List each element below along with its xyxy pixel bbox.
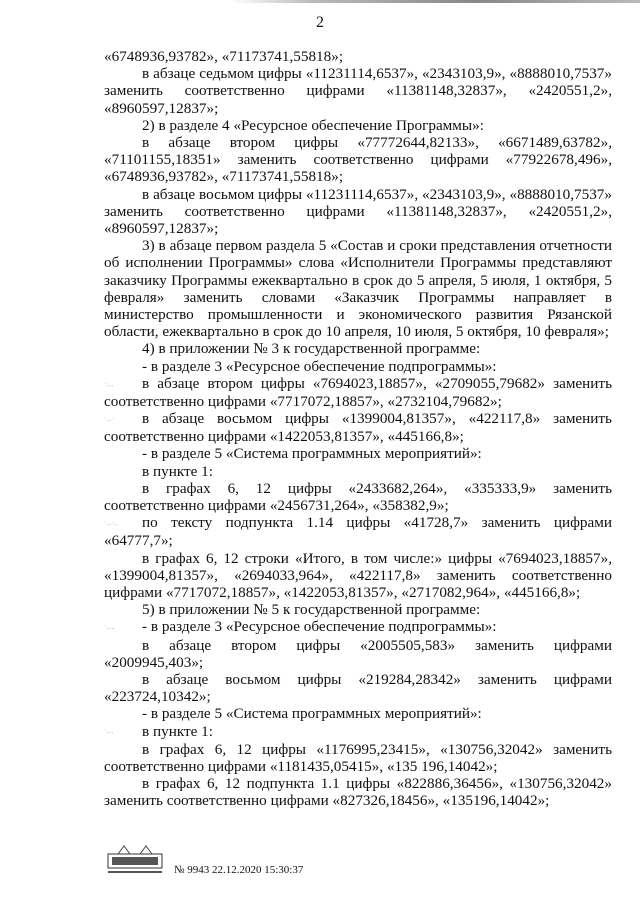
margin-scribble: ·.,.,. — [104, 623, 116, 632]
scan-edge-line — [230, 0, 640, 3]
paragraph-app3-point-1: в пункте 1: — [142, 462, 213, 480]
paragraph-second-indent: в абзаце втором цифры «77772644,82133», «6671489,63782», «71101155,18351» заменить соответственно цифрами «77922678,496», «6748936,93782», «71173741,55818»; — [104, 134, 612, 186]
registry-stamp-icon — [104, 842, 166, 878]
paragraph-continuation: «6748936,93782», «71173741,55818»; — [104, 48, 344, 65]
paragraph-app3-second: ·.,., в абзаце втором цифры «7694023,18857», «2709055,79682» заменить соответственно цифрами «7717072,18857», «2732104,79682»; — [104, 374, 612, 410]
paragraph-app5-columns: в графах 6, 12 цифры «1176995,23415», «130756,32042» заменить соответственно цифрами «1181435,05415», «135 196,14042»; — [104, 740, 612, 775]
paragraph-app3-section-5: - в разделе 5 «Система программных мероприятий»: — [142, 445, 482, 463]
paragraph-appendix-5: 5) в приложении № 5 к государственной программе: — [142, 601, 481, 619]
paragraph-app5-section-3: ·.,.,. - в разделе 3 «Ресурсное обеспечение подпрограммы»: — [104, 618, 497, 636]
paragraph-app3-eighth: ·.,.· в абзаце восьмом цифры «1399004,81357», «422117,8» заменить соответственно цифрами «1422053,81357», «445166,8»; — [104, 410, 612, 446]
paragraph-appendix-3: 4) в приложении № 3 к государственной программе: — [142, 340, 481, 358]
paragraph-eighth-indent: в абзаце восьмом цифры «11231114,6537», «2343103,9», «8888010,7537» заменить соответственно цифрами «11381148,32837», «2420551,2», «8960597,12837»; — [104, 185, 612, 238]
margin-scribble: ·.,.· — [104, 415, 114, 424]
paragraph-app3-subpoint: ·.,.·., по тексту подпункта 1.14 цифры «41728,7» заменить цифрами «64777,7»; — [104, 514, 612, 550]
paragraph-app3-columns: в графах 6, 12 цифры «2433682,264», «335333,9» заменить соответственно цифрами «2456731,264», «358382,9»; — [104, 479, 612, 515]
document-footer — [104, 842, 364, 882]
margin-scribble: ·.,.·., — [104, 519, 118, 528]
margin-scribble: ·.,., — [104, 727, 114, 736]
paragraph-app5-subpoint: в графах 6, 12 подпункта 1.1 цифры «822886,36456», «130756,32042» заменить соответственно цифрами «827326,18456», «135196,14042»; — [104, 775, 612, 810]
paragraph-app5-section-5: - в разделе 5 «Система программных мероприятий»: — [142, 705, 482, 723]
paragraph-section-5: 3) в абзаце первом раздела 5 «Состав и сроки представления отчетности об исполнении Программы» слова «Исполнители Программы представляют заказчику Программы ежеквартально в срок до 5 апреля, 5 июля, 1 октября, 5 февраля» заменить словами «Заказчик Программы направляет в министерство промышленности и экономического развития Рязанской области, ежеквартально в срок до 10 апреля, 10 июля, 5 октября, 10 февраля»; — [104, 237, 612, 341]
document-body — [104, 48, 612, 809]
paragraph-app3-section-3: - в разделе 3 «Ресурсное обеспечение подпрограммы»: — [142, 357, 497, 375]
paragraph-app5-eighth: в абзаце восьмом цифры «219284,28342» заменить цифрами «223724,10342»; — [104, 670, 612, 706]
paragraph-app5-second: в абзаце втором цифры «2005505,583» заменить цифрами «2009945,403»; — [104, 636, 612, 671]
registry-number: № 9943 22.12.2020 15:30:37 — [174, 864, 304, 876]
margin-scribble: ·.,., — [104, 379, 114, 388]
paragraph-seventh-indent: в абзаце седьмом цифры «11231114,6537», «2343103,9», «8888010,7537» заменить соответственно цифрами «11381148,32837», «2420551,2», «8960597,12837»; — [104, 65, 612, 117]
paragraph-app3-total: в графах 6, 12 строки «Итого, в том числе:» цифры «7694023,18857», «1399004,81357», «2694033,964», «422117,8» заменить соответственно цифрами «7717072,18857», «1422053,81357», «2717082,964», «445166,8»; — [104, 549, 612, 602]
page-number: 2 — [316, 14, 324, 31]
paragraph-app5-point-1: ·.,., в пункте 1: — [104, 722, 213, 740]
paragraph-section-4: 2) в разделе 4 «Ресурсное обеспечение Программы»: — [142, 116, 484, 134]
